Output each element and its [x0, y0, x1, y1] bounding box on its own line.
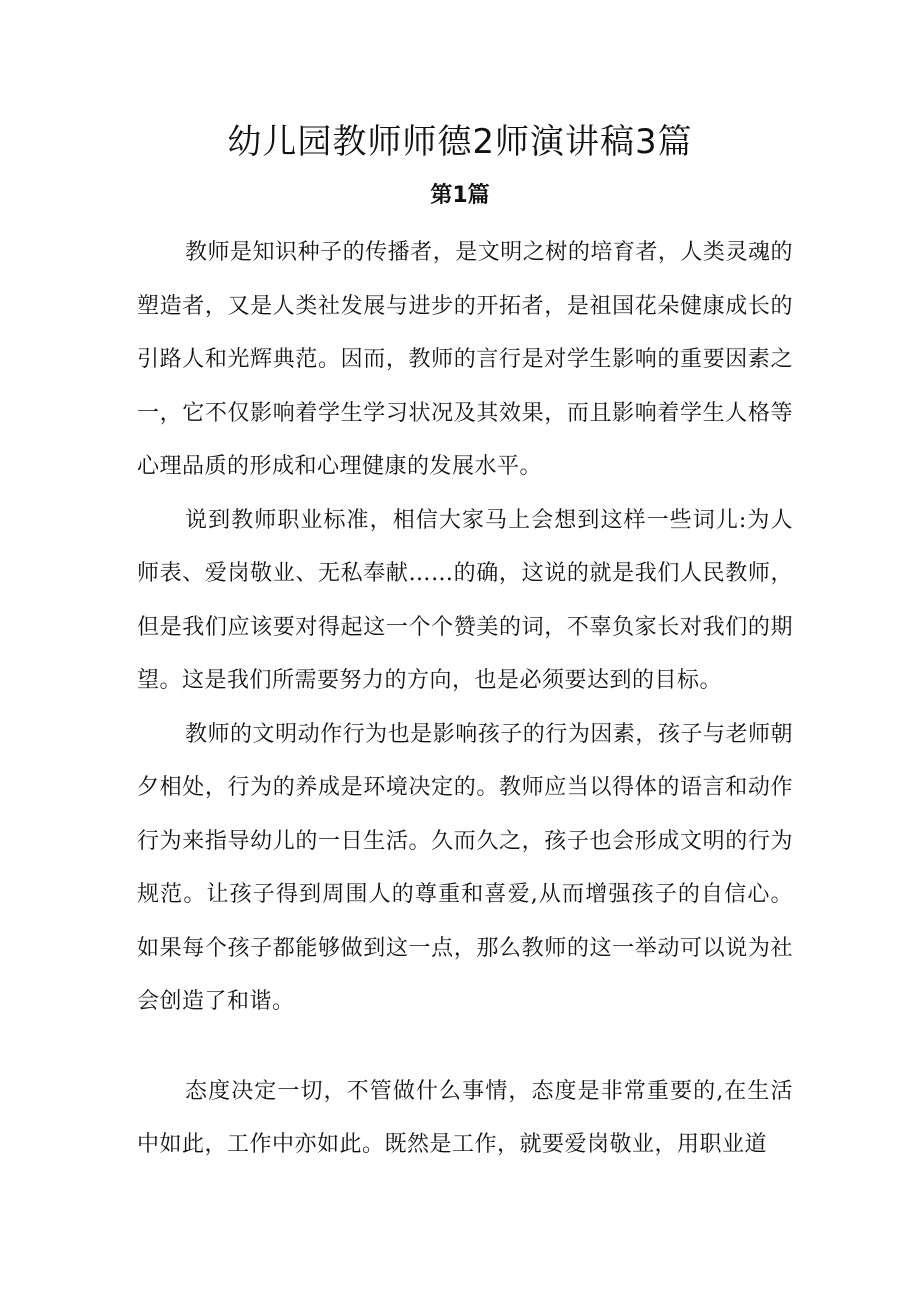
paragraph-4: 态度决定一切，不管做什么事情，态度是非常重要的,在生活中如此，工作中亦如此。既然是工作，就要爱岗敬业，用职业道: [137, 1078, 793, 1157]
paragraph-3: 教师的文明动作行为也是影响孩子的行为因素，孩子与老师朝夕相处，行为的养成是环境决定的。教师应当以得体的语言和动作行为来指导幼儿的一日生活。久而久之，孩子也会形成文明的行为规范。让孩子得到周围人的尊重和喜爱,从而增强孩子的自信心。如果每个孩子都能够做到这一点，那么教师的这一举动可以说为社会创造了和谐。: [137, 721, 793, 1014]
paragraph-1: 教师是知识种子的传播者，是文明之树的培育者，人类灵魂的塑造者，又是人类社发展与进步的开拓者，是祖国花朵健康成长的引路人和光辉典范。因而，教师的言行是对学生影响的重要因素之一，它不仅影响着学生学习状况及其效果，而且影响着学生人格等心理品质的形成和心理健康的发展水平。: [137, 240, 793, 479]
document-title: 幼儿园教师师德2师演讲稿3篇: [227, 122, 693, 162]
document-body: [137, 226, 793, 1172]
paragraph-2: 说到教师职业标准，相信大家马上会想到这样一些词儿:为人师表、爱岗敬业、无私奉献……的确，这说的就是我们人民教师，但是我们应该要对得起这一个个赞美的词，不辜负家长对我们的期望。这是我们所需要努力的方向，也是必须要达到的目标。: [137, 507, 793, 693]
section-heading: 第1篇: [430, 183, 490, 208]
